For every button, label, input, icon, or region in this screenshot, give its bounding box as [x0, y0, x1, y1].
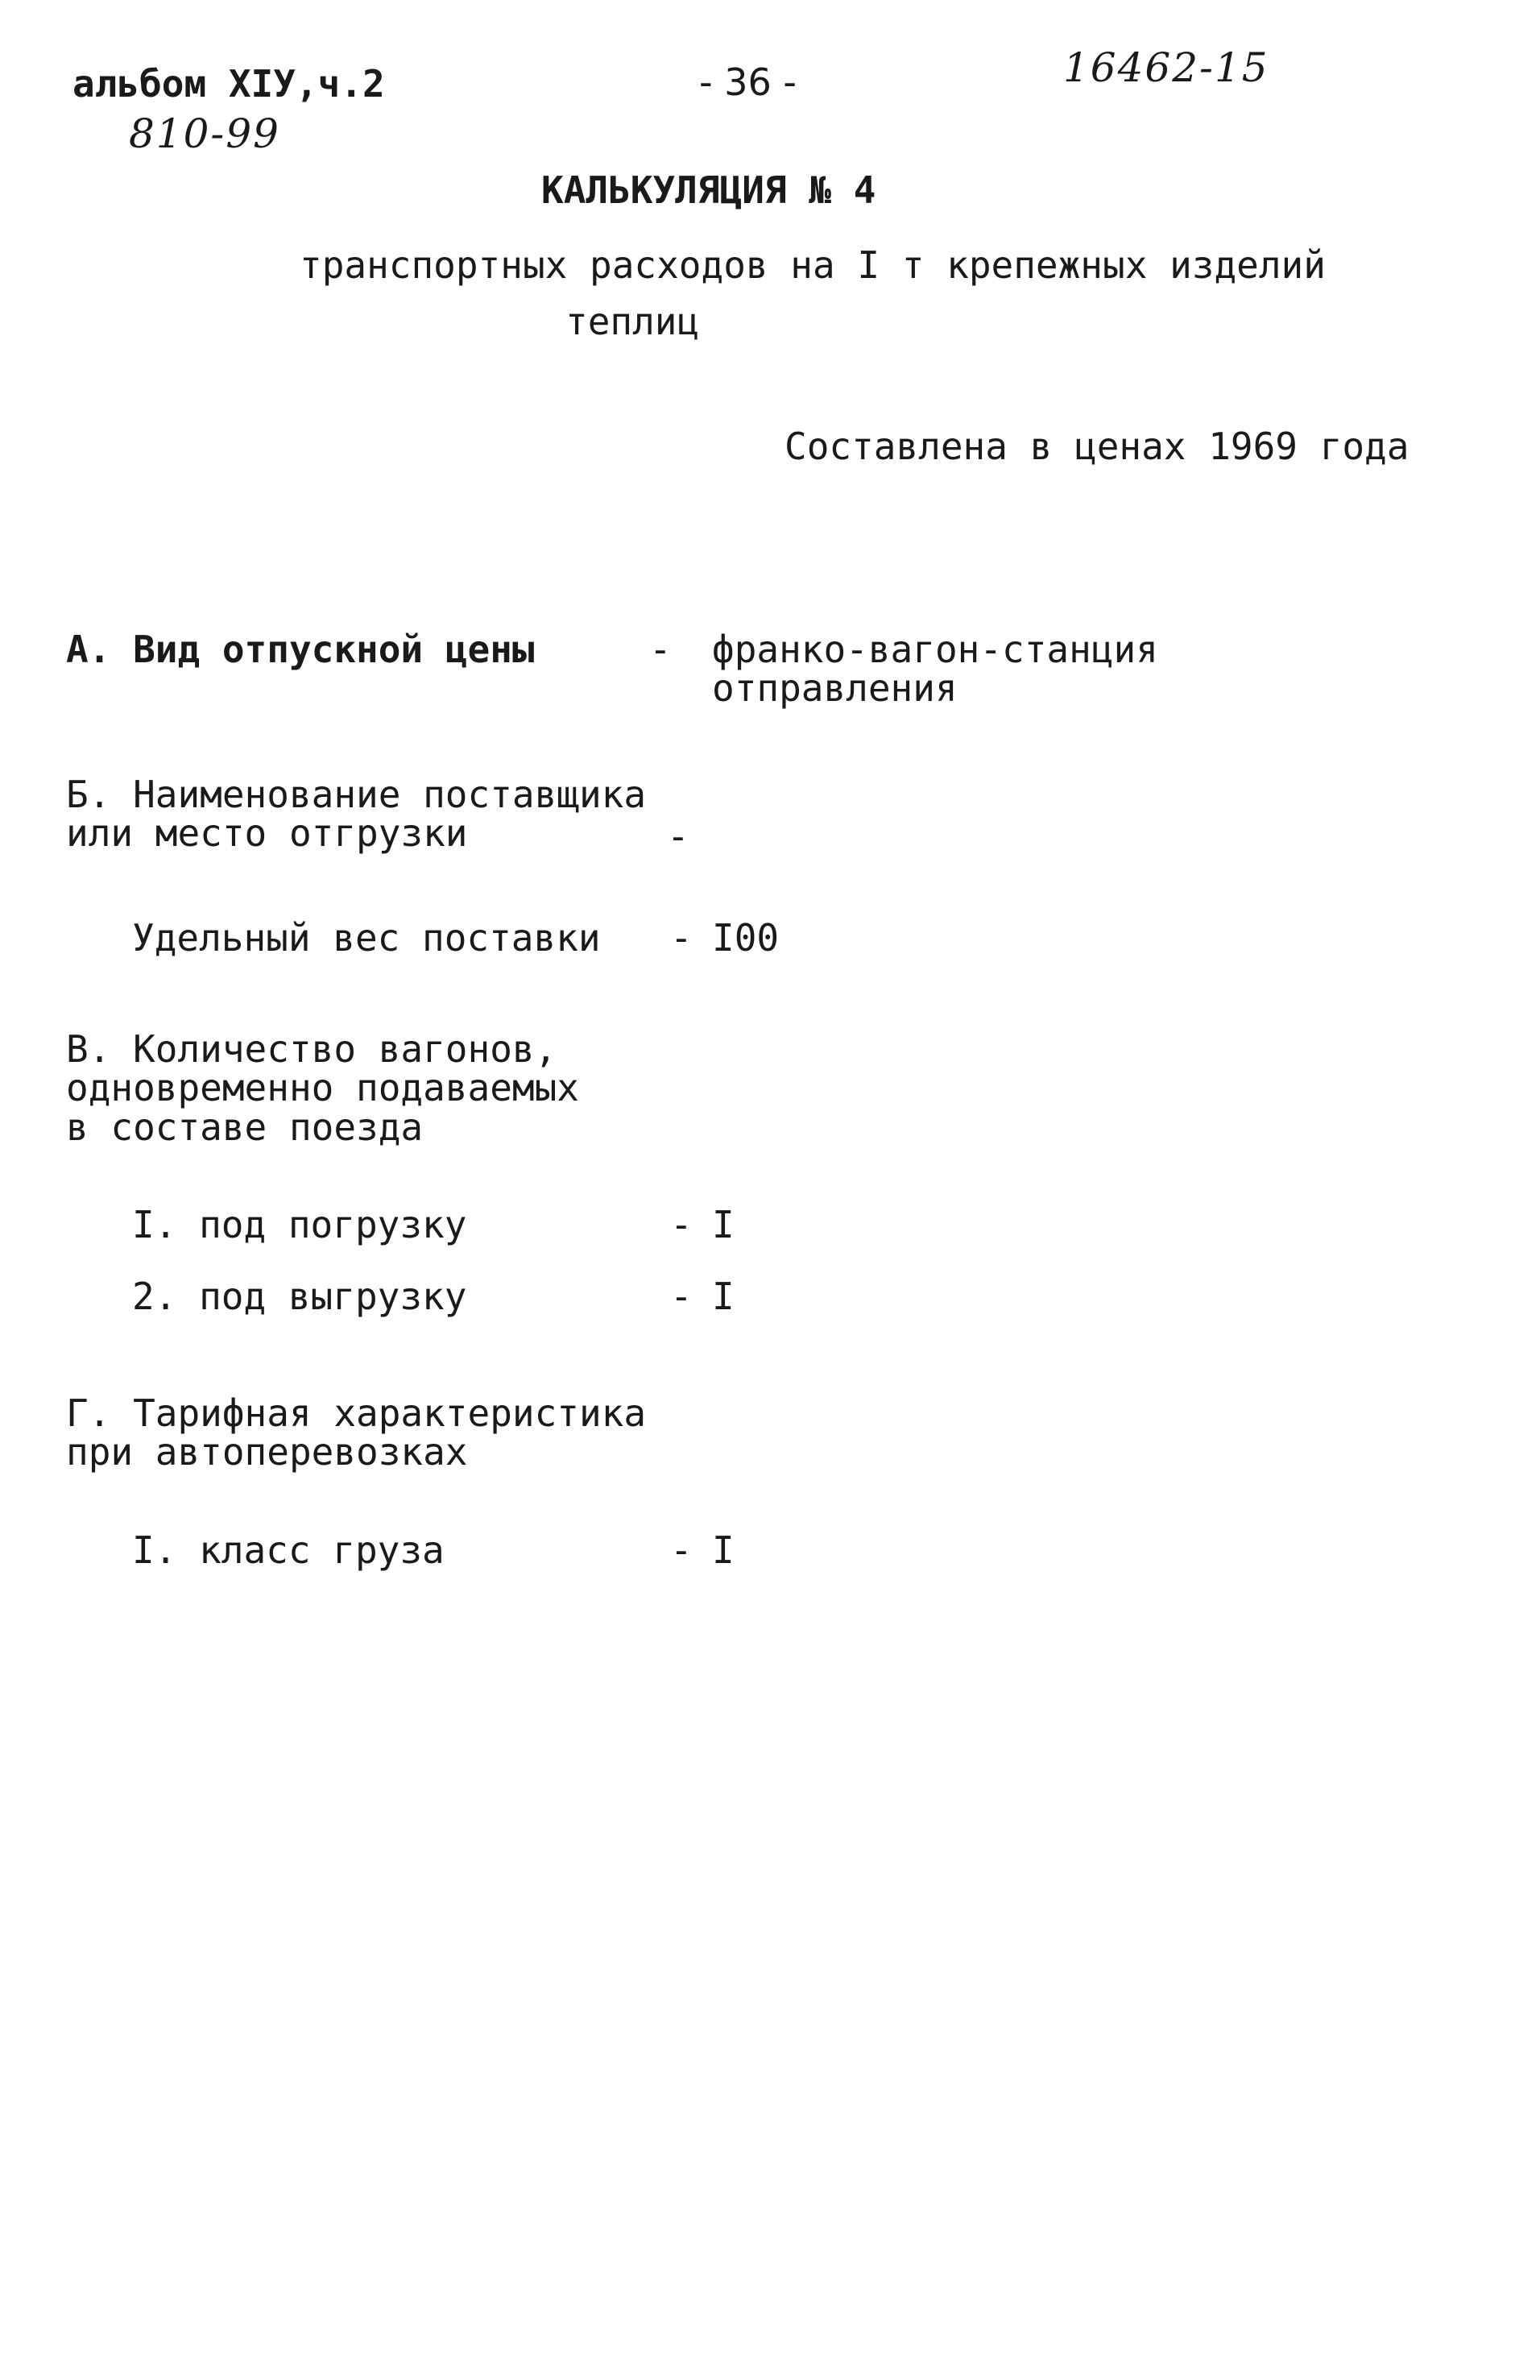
supply-weight-dash: -: [670, 916, 693, 960]
handwritten-sub-code: 810-99: [129, 110, 280, 157]
album-reference: альбом XIУ,ч.2: [72, 62, 385, 106]
section-v-label: [66, 1027, 579, 1149]
section-a-value-line1: франко-вагон-станция: [712, 628, 1158, 671]
document-subtitle-line1: транспортных расходов на I т крепежных изделий: [300, 243, 1326, 287]
cargo-class-label: I. класс груза: [132, 1528, 445, 1572]
section-v-label-line3: в составе поезда: [66, 1105, 424, 1149]
section-b-label-line2: или место отгрузки: [66, 811, 468, 856]
section-b-label: [66, 773, 647, 856]
prices-note: Составлена в ценах 1969 года: [784, 425, 1410, 468]
section-b-dash: -: [667, 815, 689, 858]
page-number: - 36 -: [699, 60, 797, 104]
unloading-label: 2. под выгрузку: [132, 1275, 467, 1318]
section-b-label-line1: Б. Наименование поставщика: [66, 773, 647, 816]
section-a-value-line2: отправления: [712, 666, 958, 711]
supply-weight-value: I00: [712, 916, 780, 960]
section-g-label-line1: Г. Тарифная характеристика: [66, 1391, 647, 1435]
document-title: КАЛЬКУЛЯЦИЯ № 4: [541, 168, 876, 212]
handwritten-doc-code: 16462-15: [1063, 44, 1269, 91]
section-g-label-line2: при автоперевозках: [66, 1430, 468, 1474]
loading-dash: -: [670, 1203, 693, 1246]
unloading-dash: -: [670, 1275, 693, 1318]
section-v-label-line1: В. Количество вагонов,: [66, 1027, 557, 1071]
cargo-class-dash: -: [670, 1528, 693, 1572]
section-v-label-line2: одновременно подаваемых: [66, 1066, 579, 1110]
cargo-class-value: I: [712, 1528, 735, 1572]
section-g-label: [66, 1391, 647, 1474]
section-a-dash: -: [649, 628, 672, 671]
unloading-value: I: [712, 1275, 735, 1318]
section-a-label: А. Вид отпускной цены: [66, 628, 535, 671]
supply-weight-label: Удельный вес поставки: [132, 916, 601, 960]
document-subtitle-line2: теплиц: [565, 300, 700, 343]
loading-value: I: [712, 1203, 735, 1246]
section-a-value: [712, 628, 1158, 711]
loading-label: I. под погрузку: [132, 1203, 467, 1246]
